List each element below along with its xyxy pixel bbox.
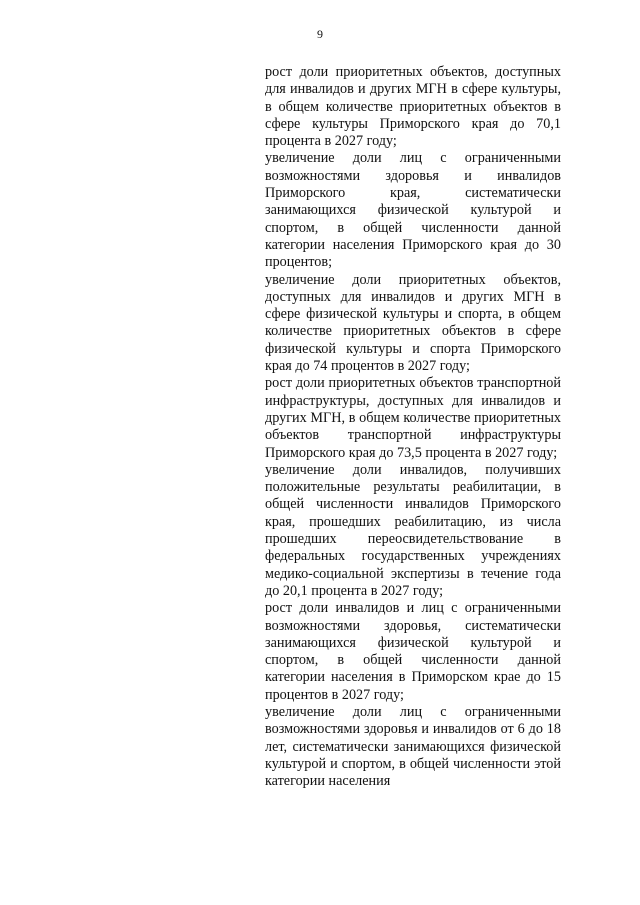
paragraph-transport-objects: рост доли приоритетных объектов транспортной инфраструктуры, доступных для инвалидов и других МГН, в общем количестве приоритетных объектов транспортной инфраструктуры Приморского края до 73,5 процента в 2027 году; <box>265 375 561 461</box>
page-number: 9 <box>317 27 323 41</box>
paragraph-youth-sport: увеличение доли лиц с ограниченными возможностями здоровья и инвалидов от 6 до 18 лет, систематически занимающихся физической культурой и спортом, в общей численности этой категории населения <box>265 703 561 790</box>
paragraph-rehabilitation: увеличение доли инвалидов, получивших положительные результаты реабилитации, в общей численности инвалидов Приморского края, прошедших реабилитацию, из числа прошедших переосвидетельствование в федеральных государственных учреждениях медико-социальной экспертизы в течение года до 20,1 процента в 2027 году; <box>265 461 561 599</box>
paragraph-disabled-sport-share: увеличение доли лиц с ограниченными возможностями здоровья и инвалидов Приморского края, систематически занимающихся физической культурой и спортом, в общей численности данной категории населения Приморского края до 30 процентов; <box>265 150 561 271</box>
paragraph-sport-objects: увеличение доли приоритетных объектов, доступных для инвалидов и других МГН в сфере физической культуры и спорта, в общем количестве приоритетных объектов в сфере физической культуры и спорта Приморского края до 74 процентов в 2027 году; <box>265 271 561 375</box>
paragraph-culture-objects: рост доли приоритетных объектов, доступных для инвалидов и других МГН в сфере культуры, в общем количестве приоритетных объектов в сфере культуры Приморского края до 70,1 процента в 2027 году; <box>265 64 561 150</box>
document-body <box>265 64 561 790</box>
paragraph-sport-participation: рост доли инвалидов и лиц с ограниченными возможностями здоровья, систематически занимающихся физической культурой и спортом, в общей численности данной категории населения в Приморском крае до 15 процентов в 2027 году; <box>265 600 561 703</box>
